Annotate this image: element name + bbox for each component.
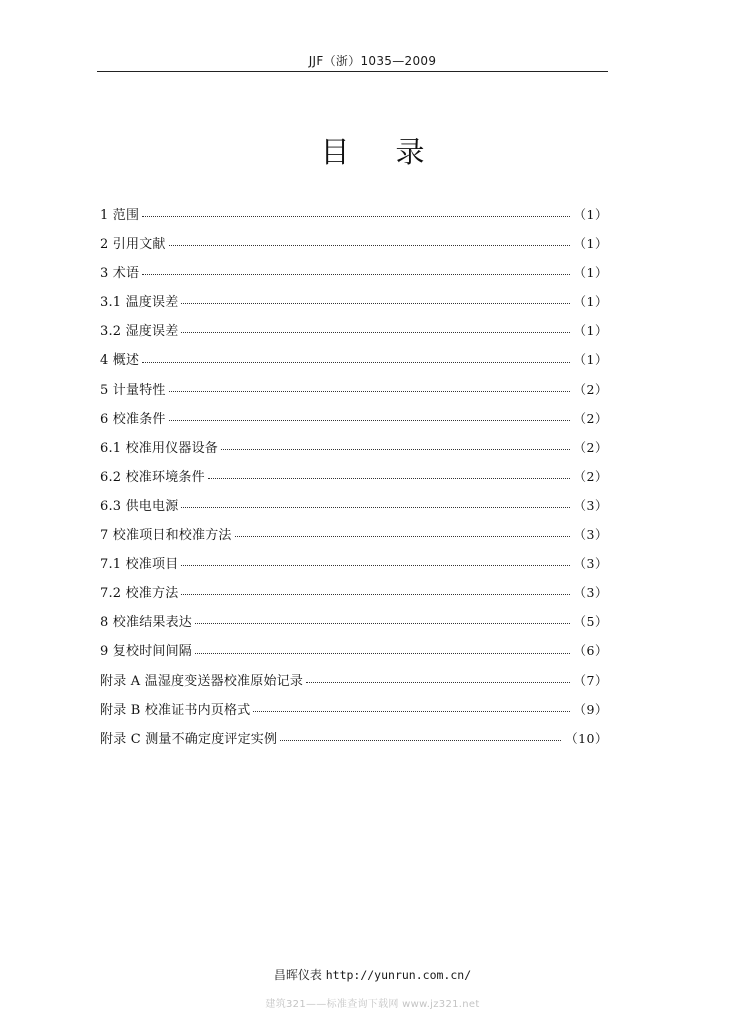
toc-entry-6[interactable] bbox=[100, 404, 608, 433]
toc-entry-label: 5 计量特性 bbox=[100, 382, 166, 398]
toc-leader-dots bbox=[181, 303, 569, 304]
toc-leader-dots bbox=[181, 332, 569, 333]
toc-entry-3[interactable] bbox=[100, 258, 608, 287]
toc-entry-label: 7.1 校准项目 bbox=[100, 557, 179, 573]
toc-entry-label: 附录 C 测量不确定度评定实例 bbox=[100, 731, 278, 747]
toc-entry-page: （2） bbox=[573, 468, 608, 484]
table-of-contents bbox=[100, 200, 608, 753]
toc-leader-dots bbox=[195, 653, 570, 654]
toc-entry-page: （3） bbox=[573, 556, 608, 572]
toc-entry-9[interactable] bbox=[100, 636, 608, 665]
toc-leader-dots bbox=[181, 507, 569, 508]
toc-entry-page: （3） bbox=[573, 585, 608, 601]
toc-leader-dots bbox=[181, 565, 569, 566]
toc-entry-label: 8 校准结果表达 bbox=[100, 615, 193, 631]
toc-entry-7-2[interactable] bbox=[100, 578, 608, 607]
toc-leader-dots bbox=[169, 245, 570, 246]
toc-entry-label: 附录 A 温湿度变送器校准原始记录 bbox=[100, 673, 304, 689]
toc-entry-page: （1） bbox=[573, 236, 608, 252]
toc-entry-page: （6） bbox=[573, 643, 608, 659]
toc-entry-7-1[interactable] bbox=[100, 549, 608, 578]
toc-leader-dots bbox=[181, 594, 569, 595]
toc-entry-4[interactable] bbox=[100, 345, 608, 374]
footer-site-line bbox=[0, 966, 745, 983]
toc-entry-page: （3） bbox=[573, 497, 608, 513]
footer-brand: 昌晖仪表 bbox=[273, 968, 322, 982]
toc-leader-dots bbox=[169, 420, 570, 421]
toc-entry-label: 1 范围 bbox=[100, 208, 140, 223]
toc-entry-label: 3.2 湿度误差 bbox=[100, 324, 179, 340]
toc-entry-label: 3.1 温度误差 bbox=[100, 295, 179, 311]
toc-entry-page: （3） bbox=[573, 527, 608, 543]
toc-entry-appendix-a[interactable] bbox=[100, 666, 608, 695]
toc-leader-dots bbox=[280, 740, 561, 741]
toc-entry-label: 7.2 校准方法 bbox=[100, 586, 179, 602]
toc-entry-page: （1） bbox=[573, 294, 608, 310]
toc-entry-label: 6.3 供电电源 bbox=[100, 498, 179, 514]
toc-entry-label: 9 复校时间间隔 bbox=[100, 644, 193, 660]
toc-entry-page: （2） bbox=[573, 381, 608, 397]
toc-entry-label: 2 引用文献 bbox=[100, 237, 166, 253]
toc-entry-label: 6.2 校准环境条件 bbox=[100, 469, 205, 485]
header-rule bbox=[97, 71, 608, 72]
toc-entry-appendix-c[interactable] bbox=[100, 724, 608, 753]
toc-leader-dots bbox=[142, 216, 569, 217]
footer-url-link[interactable]: http://yunrun.com.cn/ bbox=[325, 968, 472, 982]
toc-entry-page: （1） bbox=[573, 323, 608, 339]
toc-entry-page: （2） bbox=[573, 439, 608, 455]
toc-entry-label: 7 校准项日和校准方法 bbox=[100, 528, 232, 544]
toc-entry-6-3[interactable] bbox=[100, 491, 608, 520]
toc-entry-label: 附录 B 校准证书内页格式 bbox=[100, 702, 251, 718]
toc-entry-2[interactable] bbox=[100, 229, 608, 258]
toc-leader-dots bbox=[235, 536, 570, 537]
toc-entry-label: 3 术语 bbox=[100, 266, 140, 282]
toc-entry-page: （1） bbox=[573, 352, 608, 368]
toc-entry-page: （5） bbox=[573, 614, 608, 630]
toc-leader-dots bbox=[142, 362, 569, 363]
toc-entry-page: （1） bbox=[573, 265, 608, 281]
toc-leader-dots bbox=[306, 682, 569, 683]
toc-leader-dots bbox=[253, 711, 569, 712]
toc-entry-3-1[interactable] bbox=[100, 287, 608, 316]
footer-watermark: 建筑321——标准查询下载网 www.jz321.net bbox=[265, 999, 480, 1010]
toc-entry-6-1[interactable] bbox=[100, 433, 608, 462]
toc-entry-1[interactable] bbox=[100, 200, 608, 229]
toc-entry-page: （10） bbox=[565, 730, 608, 746]
toc-entry-8[interactable] bbox=[100, 607, 608, 636]
toc-entry-label: 6.1 校准用仪器设备 bbox=[100, 440, 219, 456]
standard-code-header: JJF（浙）1035—2009 bbox=[308, 54, 437, 68]
toc-leader-dots bbox=[208, 478, 570, 479]
toc-entry-label: 6 校准条件 bbox=[100, 411, 166, 427]
toc-leader-dots bbox=[221, 449, 570, 450]
toc-leader-dots bbox=[142, 274, 569, 275]
toc-leader-dots bbox=[195, 623, 570, 624]
toc-leader-dots bbox=[169, 391, 570, 392]
toc-entry-6-2[interactable] bbox=[100, 462, 608, 491]
toc-entry-page: （2） bbox=[573, 410, 608, 426]
toc-entry-5[interactable] bbox=[100, 375, 608, 404]
toc-entry-page: （9） bbox=[573, 701, 608, 717]
toc-entry-appendix-b[interactable] bbox=[100, 695, 608, 724]
toc-entry-page: （1） bbox=[573, 207, 608, 222]
toc-entry-label: 4 概述 bbox=[100, 353, 140, 369]
toc-entry-3-2[interactable] bbox=[100, 316, 608, 345]
toc-entry-page: （7） bbox=[573, 672, 608, 688]
page-title: 目录 bbox=[320, 135, 471, 169]
toc-entry-7[interactable] bbox=[100, 520, 608, 549]
